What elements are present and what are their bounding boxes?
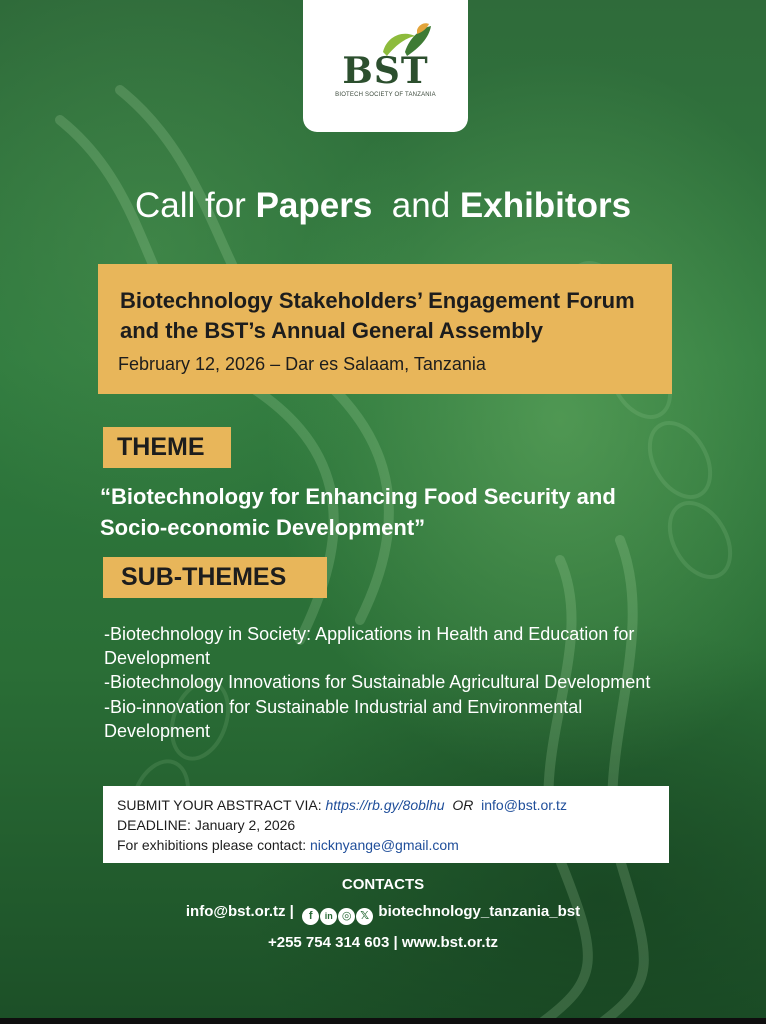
bottom-bar [0,1018,766,1024]
submit-box [103,786,669,863]
headline-part1: Call for [134,186,256,225]
deadline-label: DEADLINE: [117,817,195,833]
exhibit-label: For exhibitions please contact: [117,837,310,853]
submit-link[interactable]: https://rb.gy/8oblhu [325,797,445,813]
contacts-line-1 [0,903,766,925]
subtheme-item: -Bio-innovation for Sustainable Industrial and Environmental Development [104,696,583,741]
contact-email-link[interactable]: info@bst.or.tz [185,903,286,920]
instagram-icon[interactable]: ◎ [338,908,355,925]
submit-or: OR [444,797,482,813]
logo-wordmark: BST [342,50,429,92]
subtheme-item: -Biotechnology Innovations for Sustainable Agricultural Development [104,672,651,693]
x-icon[interactable]: 𝕏 [356,908,373,925]
social-handle[interactable]: biotechnology_tanzania_bst [378,903,581,920]
submit-line [117,795,669,815]
theme-text: “Biotechnology for Enhancing Food Security and Socio-economic Development” [100,484,616,540]
separator: | [285,903,299,920]
headline-part2: and [372,186,460,225]
contact-phone: +255 754 314 603 [267,934,390,951]
theme-label: THEME [103,427,231,468]
logo-card [303,0,468,132]
deadline-line [117,815,669,835]
event-date: February 12, 2026 – Dar es Salaam, Tanzania [118,354,486,374]
separator: | [389,934,402,951]
exhibit-line [117,835,669,855]
submit-label: SUBMIT YOUR ABSTRACT VIA: [117,797,326,813]
event-title: Biotechnology Stakeholders’ Engagement Forum and the BST’s Annual General Assembly [120,288,635,343]
subtheme-item: -Biotechnology in Society: Applications in Health and Education for Development [104,624,635,669]
website-link[interactable]: www.bst.or.tz [401,934,499,951]
contacts-title: CONTACTS [341,876,425,893]
headline [0,186,766,226]
logo-subtitle: BIOTECH SOCIETY OF TANZANIA [335,92,436,98]
headline-exhibitors: Exhibitors [459,186,632,225]
subthemes-list [104,622,684,743]
facebook-icon[interactable]: f [302,908,319,925]
linkedin-icon[interactable]: in [320,908,337,925]
contacts-line-2 [0,934,766,951]
deadline-date: January 2, 2026 [194,817,296,833]
event-box [98,264,672,394]
submit-email-link[interactable]: info@bst.or.tz [481,797,567,813]
subthemes-label: SUB-THEMES [103,557,327,598]
exhibit-email-link[interactable]: nicknyange@gmail.com [310,837,459,853]
headline-papers: Papers [255,186,373,225]
